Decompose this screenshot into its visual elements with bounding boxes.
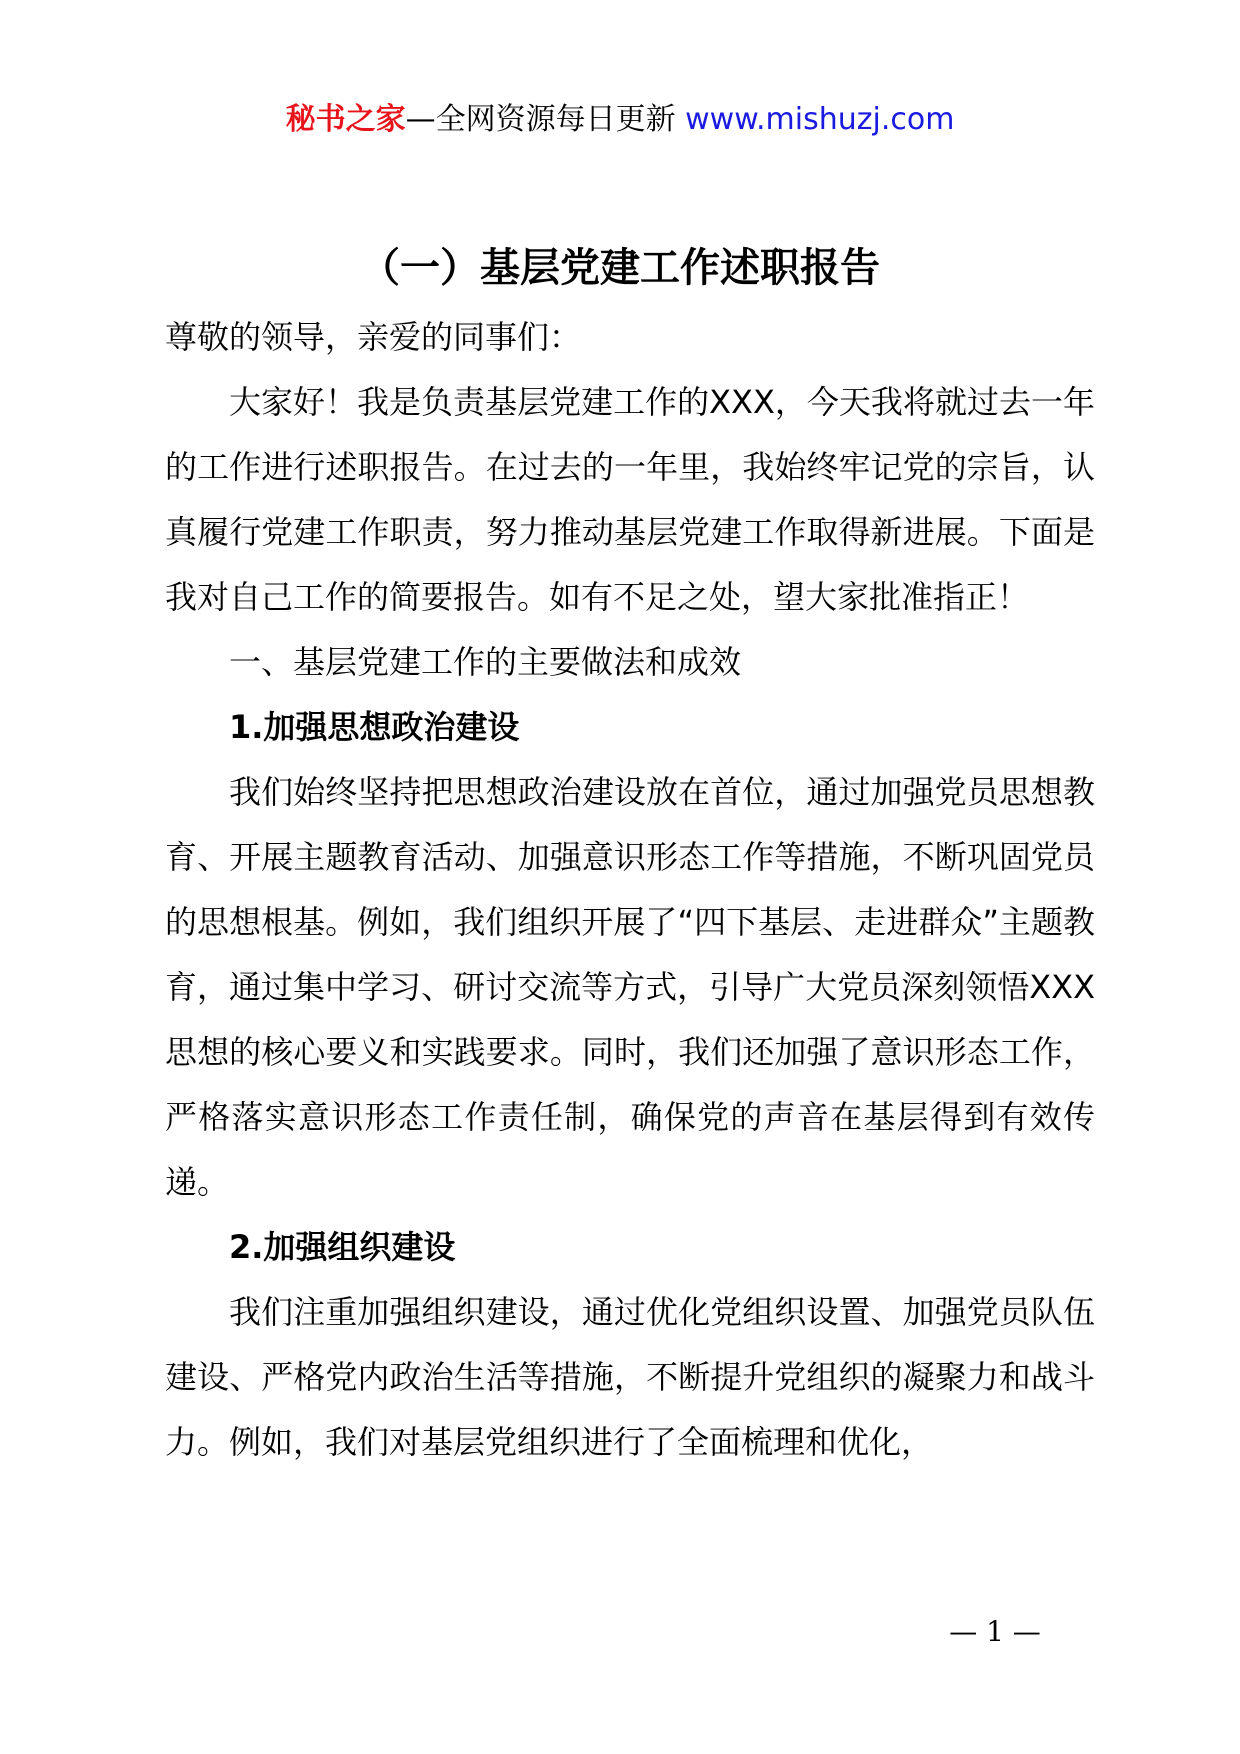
subsection-heading-1: 1.加强思想政治建设 (229, 708, 520, 746)
greeting: 尊敬的领导，亲爱的同事们： (165, 318, 582, 356)
site-header (0, 100, 1240, 140)
section-heading-1: 一、基层党建工作的主要做法和成效 (229, 643, 742, 681)
document-title: （一）基层党建工作述职报告 (360, 245, 880, 291)
subsection-heading-2: 2.加强组织建设 (229, 1228, 456, 1266)
site-tagline: —全网资源每日更新 (405, 102, 676, 137)
document-body (165, 305, 1095, 1475)
site-name: 秘书之家 (285, 102, 406, 137)
intro-paragraph: 大家好！我是负责基层党建工作的XXX，今天我将就过去一年的工作进行述职报告。在过去的一年里，我始终牢记党的宗旨，认真履行党建工作职责，努力推动基层党建工作取得新进展。下面是我对自己工作的简要报告。如有不足之处，望大家批准指正！ (165, 383, 1095, 616)
subsection-body-2: 我们注重加强组织建设，通过优化党组织设置、加强党员队伍建设、严格党内政治生活等措施，不断提升党组织的凝聚力和战斗力。例如，我们对基层党组织进行了全面梳理和优化， (165, 1293, 1095, 1461)
subsection-body-1: 我们始终坚持把思想政治建设放在首位，通过加强党员思想教育、开展主题教育活动、加强意识形态工作等措施，不断巩固党员的思想根基。例如，我们组织开展了“四下基层、走进群众”主题教育，通过集中学习、研讨交流等方式，引导广大党员深刻领悟XXX思想的核心要义和实践要求。同时，我们还加强了意识形态工作，严格落实意识形态工作责任制，确保党的声音在基层得到有效传递。 (165, 773, 1095, 1201)
page-number: — 1 — (949, 1615, 1041, 1648)
site-url-link[interactable]: www.mishuzj.com (685, 102, 955, 137)
